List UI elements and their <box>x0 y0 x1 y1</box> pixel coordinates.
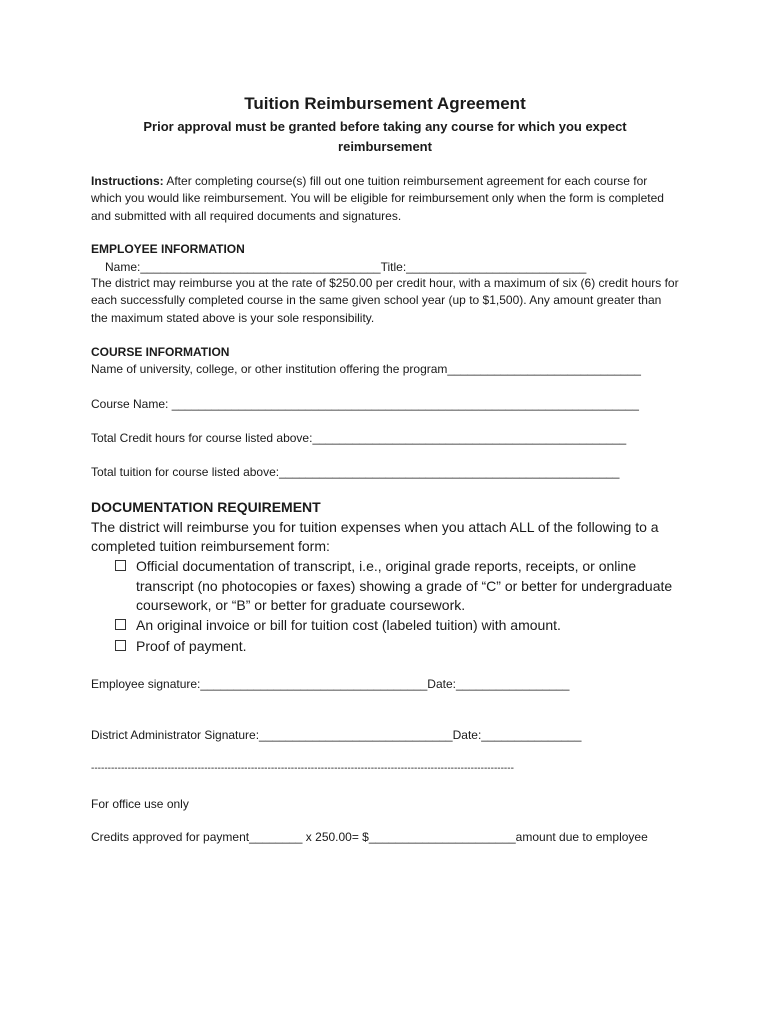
tuition-field[interactable]: Total tuition for course listed above:___________________________________________________ <box>91 465 620 479</box>
rate-text: The district may reimburse you at the rate of $250.00 per credit hour, with a maximum of six (6) credit hours for each successfully completed course in the same given school year (up to $1,500). Any amount greater than the maximum stated above is your sole responsibility. <box>91 276 679 325</box>
document-subtitle: Prior approval must be granted before taking any course for which you expect reimbursement <box>143 119 627 154</box>
checkbox[interactable] <box>115 640 126 651</box>
instructions <box>91 173 681 225</box>
checklist-item <box>115 557 675 616</box>
course-name-field[interactable]: Course Name: ______________________________________________________________________ <box>91 397 639 411</box>
credits-approved-field[interactable]: Credits approved for payment________ x 250.00= $______________________amount due to employee <box>91 830 648 844</box>
name-title-field[interactable]: Name:____________________________________Title:___________________________ <box>105 260 587 274</box>
instructions-label: Instructions: <box>91 174 164 188</box>
checkbox[interactable] <box>115 560 126 571</box>
document-title: Tuition Reimbursement Agreement <box>244 94 526 113</box>
checkbox[interactable] <box>115 619 126 630</box>
checklist-item-text: Official documentation of transcript, i.e., original grade reports, receipts, or online transcript (no photocopies or faxes) showing a grade of “C” or better for undergraduate coursework, or “B” or better for graduate coursework. <box>136 558 673 613</box>
employee-signature-field[interactable]: Employee signature:__________________________________Date:_________________ <box>91 677 570 691</box>
credit-hours-field[interactable]: Total Credit hours for course listed above:_______________________________________________ <box>91 431 627 445</box>
instructions-text: After completing course(s) fill out one tuition reimbursement agreement for each course for which you would like reimbursement. You will be eligible for reimbursement only when the form is completed and submitted with all required documents and signatures. <box>91 174 664 223</box>
checklist-item <box>115 637 675 657</box>
checklist-item <box>115 616 675 636</box>
course-info-heading: COURSE INFORMATION <box>91 345 230 359</box>
office-use-label: For office use only <box>91 797 189 811</box>
checklist-item-text: Proof of payment. <box>136 638 247 654</box>
employee-info-heading: EMPLOYEE INFORMATION <box>91 242 245 256</box>
separator-line: ------------------------------------------------------------------------------------------------------------------------------- <box>91 763 514 774</box>
documentation-heading: DOCUMENTATION REQUIREMENT <box>91 499 321 515</box>
admin-signature-field[interactable]: District Administrator Signature:_____________________________Date:_______________ <box>91 728 582 742</box>
institution-field[interactable]: Name of university, college, or other institution offering the program_____________________________ <box>91 362 641 376</box>
documentation-intro: The district will reimburse you for tuition expenses when you attach ALL of the following to a completed tuition reimbursement form: <box>91 519 659 554</box>
checklist-item-text: An original invoice or bill for tuition cost (labeled tuition) with amount. <box>136 617 561 633</box>
